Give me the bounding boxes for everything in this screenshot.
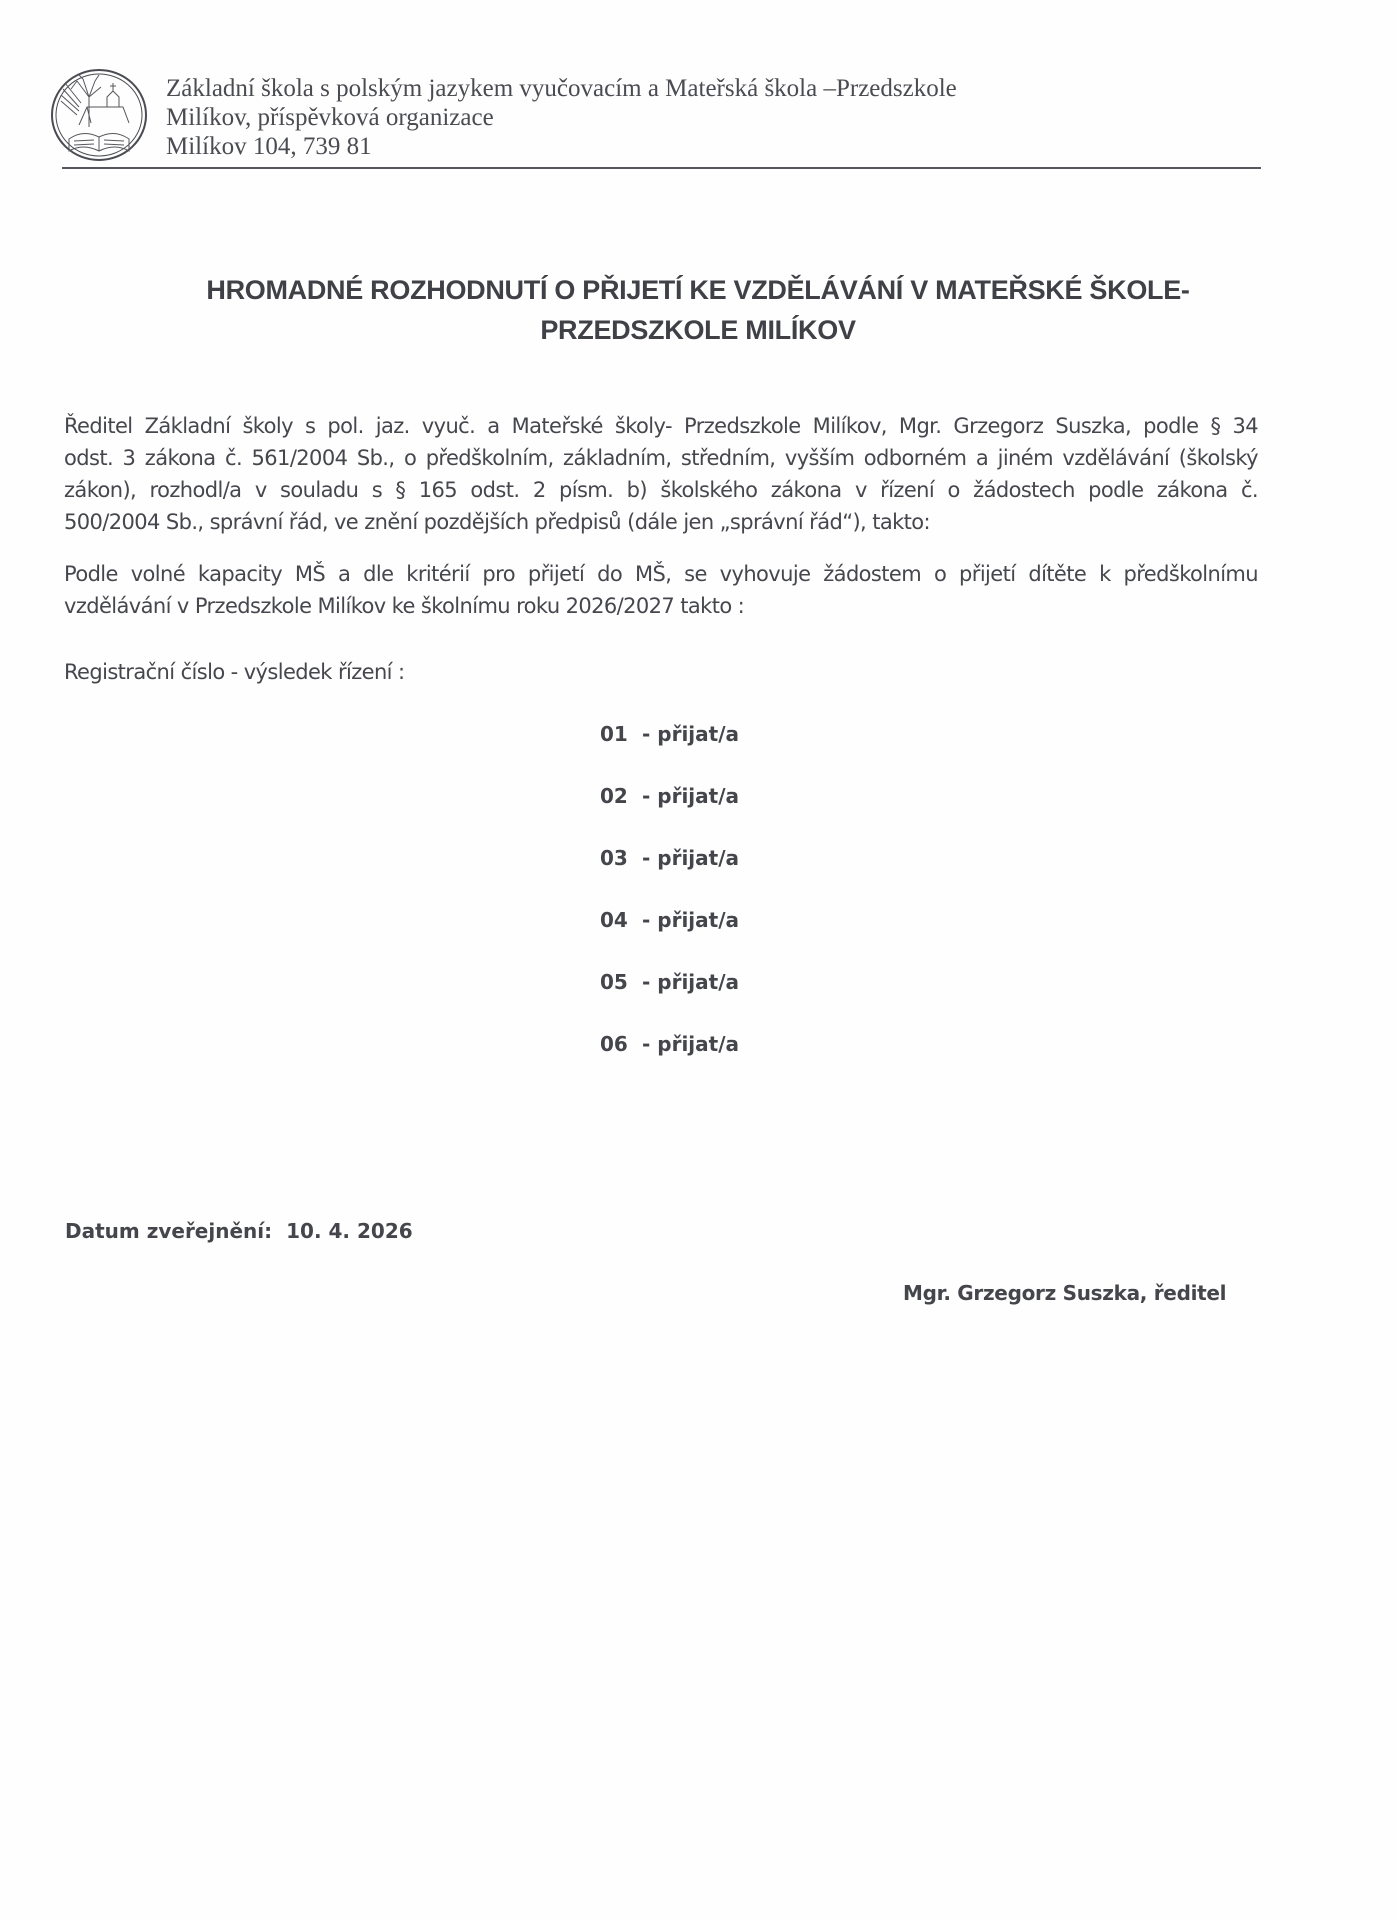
result-status: - přijat/a	[642, 846, 740, 870]
paragraph-line: odst. 3 zákona č. 561/2004 Sb., o předškolním, základním, středním, vyšším odborném a jiném vzdělávání (školský	[64, 446, 1258, 470]
decision-paragraph	[64, 410, 1258, 538]
result-row	[600, 718, 739, 780]
result-status: - přijat/a	[642, 722, 740, 746]
result-row	[600, 966, 739, 1028]
paragraph-line: zákon), rozhodl/a v souladu s § 165 odst. 2 písm. b) školského zákona v řízení o žádostech podle zákona č.	[64, 478, 1258, 502]
paragraph-line: 500/2004 Sb., správní řád, ve znění pozdějších předpisů (dále jen „správní řád“), takto:	[64, 510, 931, 534]
registration-number: 02	[600, 784, 628, 808]
publication-date	[65, 1219, 413, 1243]
date-value: 10. 4. 2026	[286, 1219, 413, 1243]
result-status: - přijat/a	[642, 1032, 740, 1056]
result-row	[600, 842, 739, 904]
paragraph-line: Ředitel Základní školy s pol. jaz. vyuč. a Mateřské školy- Przedszkole Milíkov, Mgr. Grzegorz Suszka, podle § 34	[64, 414, 1258, 438]
registration-number: 03	[600, 846, 628, 870]
registration-number: 05	[600, 970, 628, 994]
paragraph-line: Podle volné kapacity MŠ a dle kritérií pro přijetí do MŠ, se vyhovuje žádostem o přijetí dítěte k předškolnímu	[64, 562, 1258, 586]
result-status: - přijat/a	[642, 970, 740, 994]
result-row	[600, 780, 739, 842]
school-emblem-icon	[49, 67, 149, 163]
registration-number: 04	[600, 908, 628, 932]
results-label: Registrační číslo - výsledek řízení :	[64, 660, 405, 684]
results-list	[600, 718, 739, 1090]
capacity-paragraph	[64, 558, 1258, 622]
school-address: Milíkov 104, 739 81	[166, 133, 372, 160]
header-divider	[62, 167, 1261, 169]
result-row	[600, 904, 739, 966]
school-organization: Milíkov, příspěvková organizace	[166, 104, 494, 131]
result-status: - přijat/a	[642, 908, 740, 932]
result-status: - přijat/a	[642, 784, 740, 808]
title-line-2: PRZEDSZKOLE MILÍKOV	[540, 315, 856, 345]
school-name: Základní škola s polským jazykem vyučovacím a Mateřská škola –Przedszkole	[166, 75, 957, 102]
title-line-1: HROMADNÉ ROZHODNUTÍ O PŘIJETÍ KE VZDĚLÁVÁNÍ V MATEŘSKÉ ŠKOLE-	[206, 275, 1190, 305]
paragraph-line: vzdělávání v Przedszkole Milíkov ke školnímu roku 2026/2027 takto :	[64, 594, 745, 618]
signature: Mgr. Grzegorz Suszka, ředitel	[903, 1281, 1227, 1305]
document-title	[0, 270, 1396, 350]
registration-number: 06	[600, 1032, 628, 1056]
result-row	[600, 1028, 739, 1090]
date-label: Datum zveřejnění:	[65, 1219, 273, 1243]
letterhead	[166, 74, 957, 161]
registration-number: 01	[600, 722, 628, 746]
